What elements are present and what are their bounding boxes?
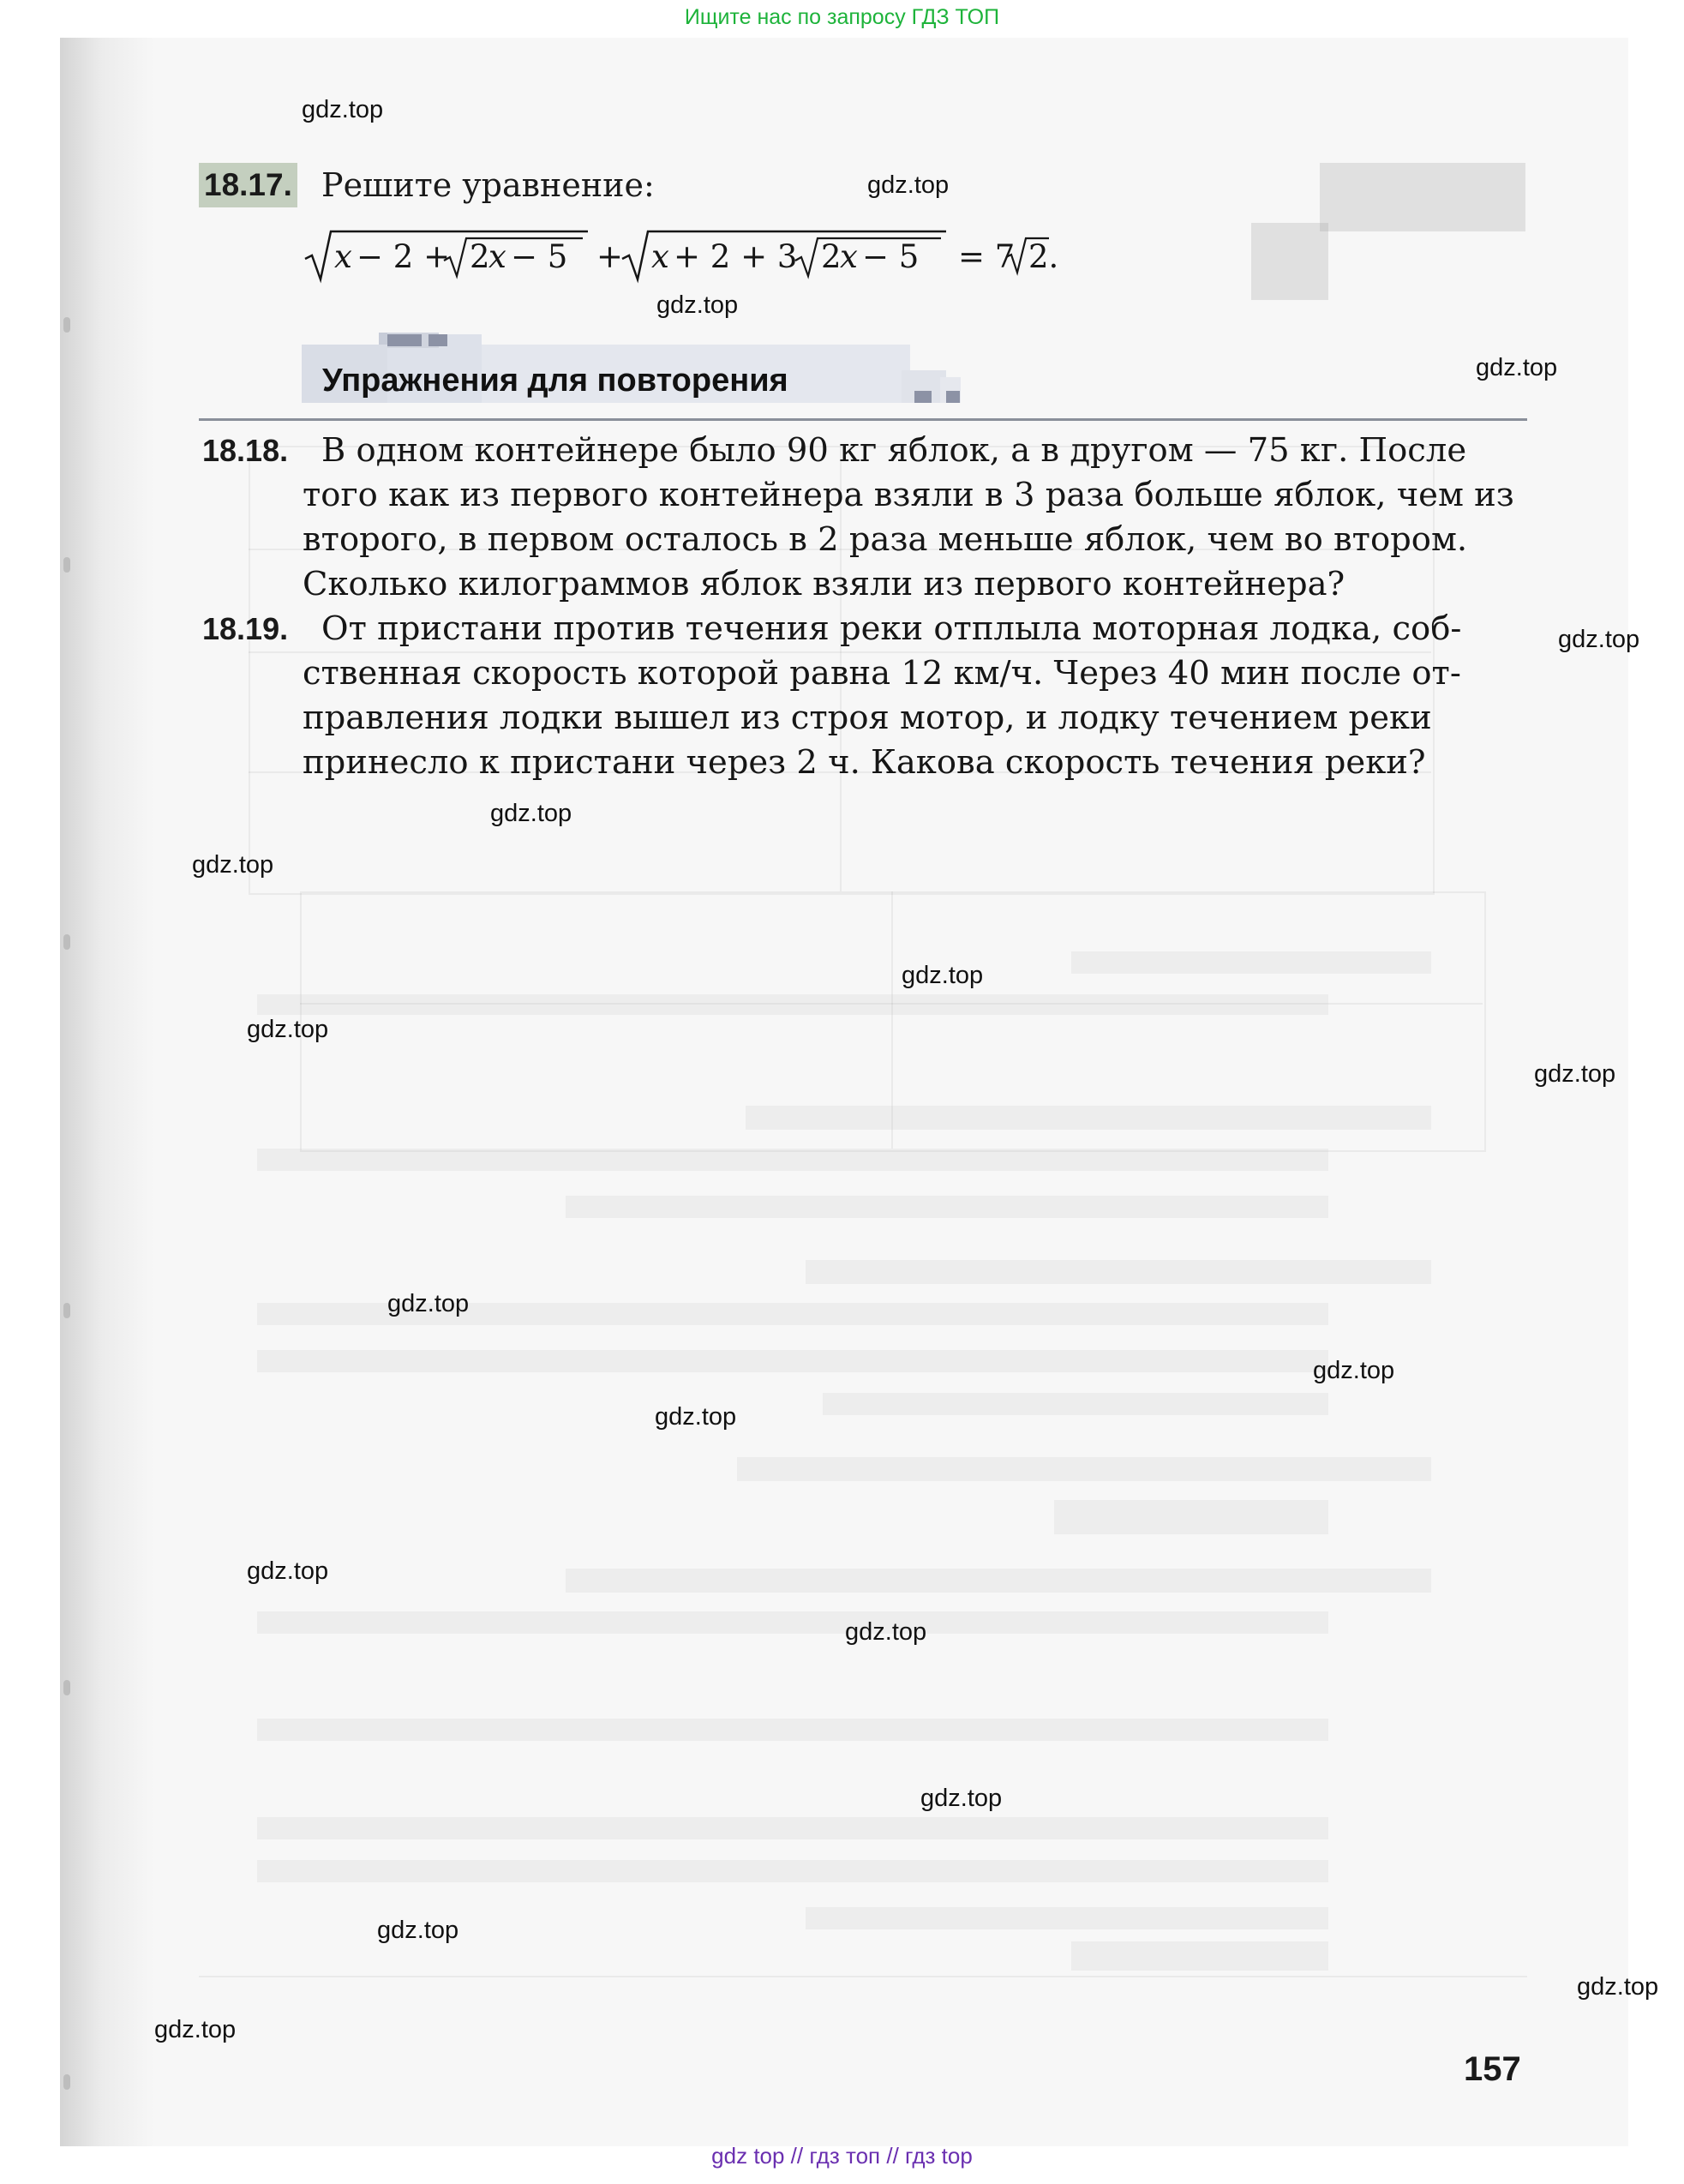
svg-text:2: 2	[821, 238, 842, 275]
watermark: gdz.top	[845, 1618, 927, 1646]
watermark: gdz.top	[1534, 1060, 1616, 1088]
binding-shadow	[60, 38, 154, 2146]
svg-text:− 5: − 5	[511, 238, 568, 275]
watermark: gdz.top	[302, 96, 384, 123]
problem-number: 18.17.	[199, 163, 297, 207]
binding-hole	[63, 2074, 70, 2090]
top-banner[interactable]: Ищите нас по запросу ГДЗ ТОП	[684, 5, 1000, 29]
watermark: gdz.top	[902, 962, 984, 989]
svg-text:2.: 2.	[1028, 238, 1059, 275]
problem-text: От пристани против течения реки отплыла моторная лодка, соб- ственная скорость которой равна 12 км/ч. Через 40 мин после от- правления лодки вышел из строя мотор, и лодку течением реки принесло к пристани через 2 ч. Какова скорость течения реки?	[303, 609, 1462, 782]
problem-text: Решите уравнение:	[321, 166, 655, 204]
watermark: gdz.top	[1313, 1357, 1395, 1384]
equation	[302, 223, 1073, 291]
problem-number: 18.18.	[202, 433, 289, 468]
watermark: gdz.top	[490, 800, 572, 827]
svg-text:= 7: = 7	[958, 238, 1016, 275]
watermark: gdz.top	[247, 1557, 329, 1585]
svg-text:− 5: − 5	[862, 238, 920, 275]
svg-text:+ 2 + 3: + 2 + 3	[674, 238, 798, 275]
svg-text:x: x	[488, 238, 506, 275]
footer-links[interactable]: gdz top // гдз топ // гдз top	[711, 2143, 973, 2169]
section-divider	[199, 418, 1527, 421]
problem-number: 18.19.	[202, 611, 289, 646]
watermark: gdz.top	[655, 1403, 737, 1431]
watermark: gdz.top	[1558, 626, 1640, 653]
watermark: gdz.top	[154, 2016, 237, 2043]
binding-hole	[63, 557, 70, 573]
watermark: gdz.top	[867, 171, 950, 199]
binding-hole	[63, 1680, 70, 1695]
svg-text:+: +	[596, 238, 624, 275]
watermark: gdz.top	[387, 1290, 470, 1317]
binding-hole	[63, 934, 70, 950]
binding-hole	[63, 1303, 70, 1318]
problem-text: В одном контейнере было 90 кг яблок, а в другом — 75 кг. После того как из первого контейнера взяли в 3 раза больше яблок, чем из второго, в первом осталось в 2 раза меньше яблок, чем во втором. Сколько килограммов яблок взяли из первого контейнера?	[303, 431, 1514, 603]
svg-text:x: x	[334, 238, 352, 275]
page-number: 157	[1464, 2050, 1521, 2088]
watermark: gdz.top	[656, 291, 739, 319]
binding-hole	[63, 317, 70, 333]
watermark: gdz.top	[920, 1785, 1003, 1812]
watermark: gdz.top	[377, 1917, 459, 1944]
watermark: gdz.top	[1577, 1973, 1659, 2001]
watermark: gdz.top	[247, 1016, 329, 1043]
watermark: gdz.top	[192, 851, 274, 879]
svg-text:x: x	[840, 238, 858, 275]
svg-text:2: 2	[470, 238, 490, 275]
section-title: Упражнения для повторения	[322, 363, 788, 399]
watermark: gdz.top	[1476, 354, 1558, 381]
svg-text:x: x	[651, 238, 669, 275]
svg-text:− 2 +: − 2 +	[357, 238, 451, 275]
